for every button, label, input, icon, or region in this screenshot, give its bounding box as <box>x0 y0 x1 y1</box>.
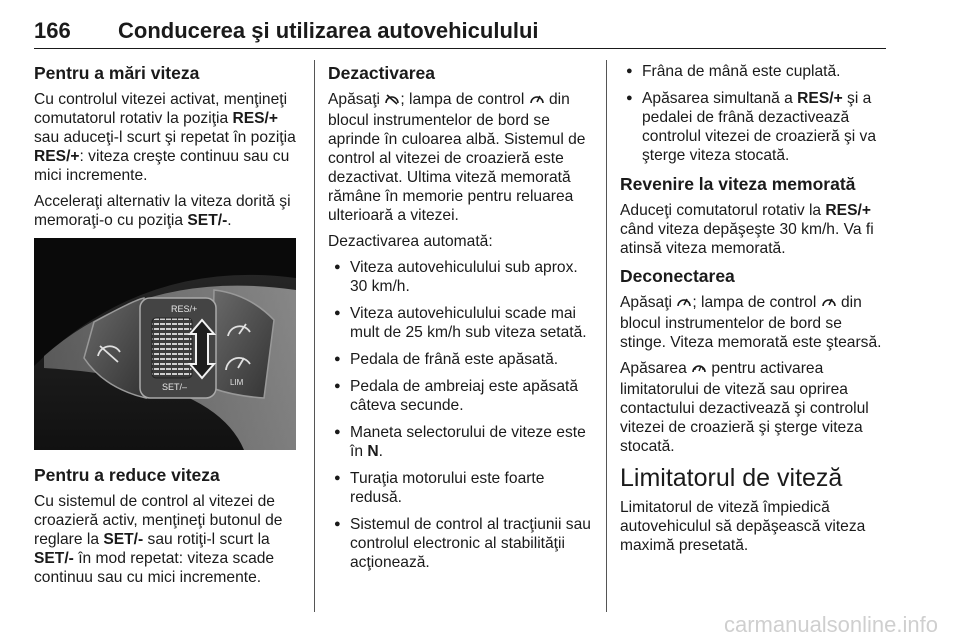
steering-wheel-controls-photo <box>34 238 296 450</box>
text: . <box>378 443 383 460</box>
section-title: Pentru a reduce viteza <box>34 465 220 485</box>
watermark: carmanualsonline.info <box>723 612 938 637</box>
page-header <box>34 8 886 49</box>
text: din blocul instrumentelor de bord se stinge. Viteza memorată este ştearsă. <box>620 294 882 351</box>
column-divider <box>606 60 607 612</box>
figure-label-res: RES/+ <box>171 304 198 314</box>
text-bold: RES/+ <box>825 202 871 219</box>
text: Apăsaţi <box>328 91 385 108</box>
cruise-off-icon <box>384 92 400 111</box>
paragraph <box>620 293 890 352</box>
paragraph: Limitatorul de viteză împiedică autovehiculul să depăşească viteza maximă presetată. <box>620 499 866 554</box>
cruise-control-lamp-icon <box>529 92 545 111</box>
section-title: Revenire la viteza memorată <box>620 174 856 194</box>
section-heading: Limitatorul de viteză <box>620 464 843 492</box>
paragraph <box>620 201 890 258</box>
cruise-control-lamp-icon <box>821 295 837 314</box>
text-bold: RES/+ <box>232 110 278 127</box>
bullet-list <box>328 258 596 572</box>
text: Apăsarea <box>620 360 692 377</box>
text: Apăsarea simultană a <box>642 90 798 107</box>
list-item <box>620 89 890 165</box>
text-bold: RES/+ <box>797 90 843 107</box>
chapter-title: Conducerea şi utilizarea autovehiculului <box>118 18 539 43</box>
text: Cu controlul vitezei activat, menţineţi comutatorul rotativ la poziţia <box>34 91 288 127</box>
column-divider <box>314 60 315 612</box>
list-item <box>328 423 596 461</box>
cruise-control-icon <box>676 295 692 314</box>
figure-label-lim: LIM <box>230 378 244 387</box>
paragraph <box>620 359 890 456</box>
speed-limiter-icon <box>691 361 707 380</box>
section-title: Pentru a mări viteza <box>34 63 200 83</box>
text: când viteza depăşeşte 30 km/h. Va fi atinsă viteza memorată. <box>620 221 874 257</box>
paragraph <box>34 90 300 185</box>
paragraph <box>34 192 300 230</box>
paragraph: Dezactivarea automată: <box>328 233 493 250</box>
text: sau aduceţi-l scurt şi repetat în poziţia <box>34 129 296 146</box>
text: Apăsaţi <box>620 294 677 311</box>
list-item: ● Sistemul de control al tracţiunii sau controlul electronic al stabilităţii acţionează. <box>328 515 596 572</box>
list-item: ● Frâna de mână este cuplată. <box>620 62 890 81</box>
figure-label-set: SET/– <box>162 382 188 392</box>
list-item: ● Viteza autovehiculului scade mai mult de 25 km/h sub viteza setată. <box>328 304 596 342</box>
text: în mod repetat: viteza scade continuu sau cu mici incremente. <box>34 550 275 586</box>
paragraph <box>34 492 300 587</box>
text-bold: SET/- <box>103 531 144 548</box>
text-bold: SET/- <box>34 550 74 567</box>
text: Cu sistemul de control al vitezei de croazieră activ, menţineţi butonul de reglare la <box>34 493 283 548</box>
text: Aduceţi comutatorul rotativ la <box>620 202 826 219</box>
text: din blocul instrumentelor de bord se aprinde în culoarea albă. Sistemul de control al vitezei de croazieră este dezactivat. Ultima viteză memorată rămâne în memorie pentru reluarea ulterioară a vitezei. <box>328 91 586 224</box>
text: şi a pedalei de frână dezactivează controlul vitezei de croazieră şi va şterge viteza stocată. <box>642 90 877 164</box>
page-number: 166 <box>34 18 71 43</box>
list-item: ● Pedala de frână este apăsată. <box>328 350 596 369</box>
list-item: ● Turaţia motorului este foarte redusă. <box>328 469 596 507</box>
text: Maneta selectorului de viteze este în <box>350 424 586 460</box>
text-bold: SET/- <box>187 212 228 229</box>
text: sau rotiţi-l scurt la <box>143 531 270 548</box>
column-2 <box>328 62 596 580</box>
list-item: ● Viteza autovehiculului sub aprox. 30 km/h. <box>328 258 596 296</box>
text: : viteza creşte continuu sau cu mici incremente. <box>34 148 290 184</box>
paragraph <box>328 90 596 225</box>
text: ; lampa de control <box>400 91 529 108</box>
section-title: Dezactivarea <box>328 63 436 83</box>
column-1 <box>34 62 300 594</box>
text: ; lampa de control <box>692 294 821 311</box>
text: . <box>227 212 232 229</box>
text: Acceleraţi alternativ la viteza dorită şi memoraţi-o cu poziţia <box>34 193 291 229</box>
column-3 <box>620 62 890 562</box>
text-bold: RES/+ <box>34 148 80 165</box>
text: pentru activarea limitatorului de viteză sau oprirea contactului dezactivează şi controlul vitezei de croazieră şi şterge viteza stocată. <box>620 360 869 455</box>
bullet-list <box>620 62 890 165</box>
section-title: Deconectarea <box>620 266 735 286</box>
list-item: ● Pedala de ambreiaj este apăsată câteva secunde. <box>328 377 596 415</box>
text-bold: N <box>367 443 379 460</box>
